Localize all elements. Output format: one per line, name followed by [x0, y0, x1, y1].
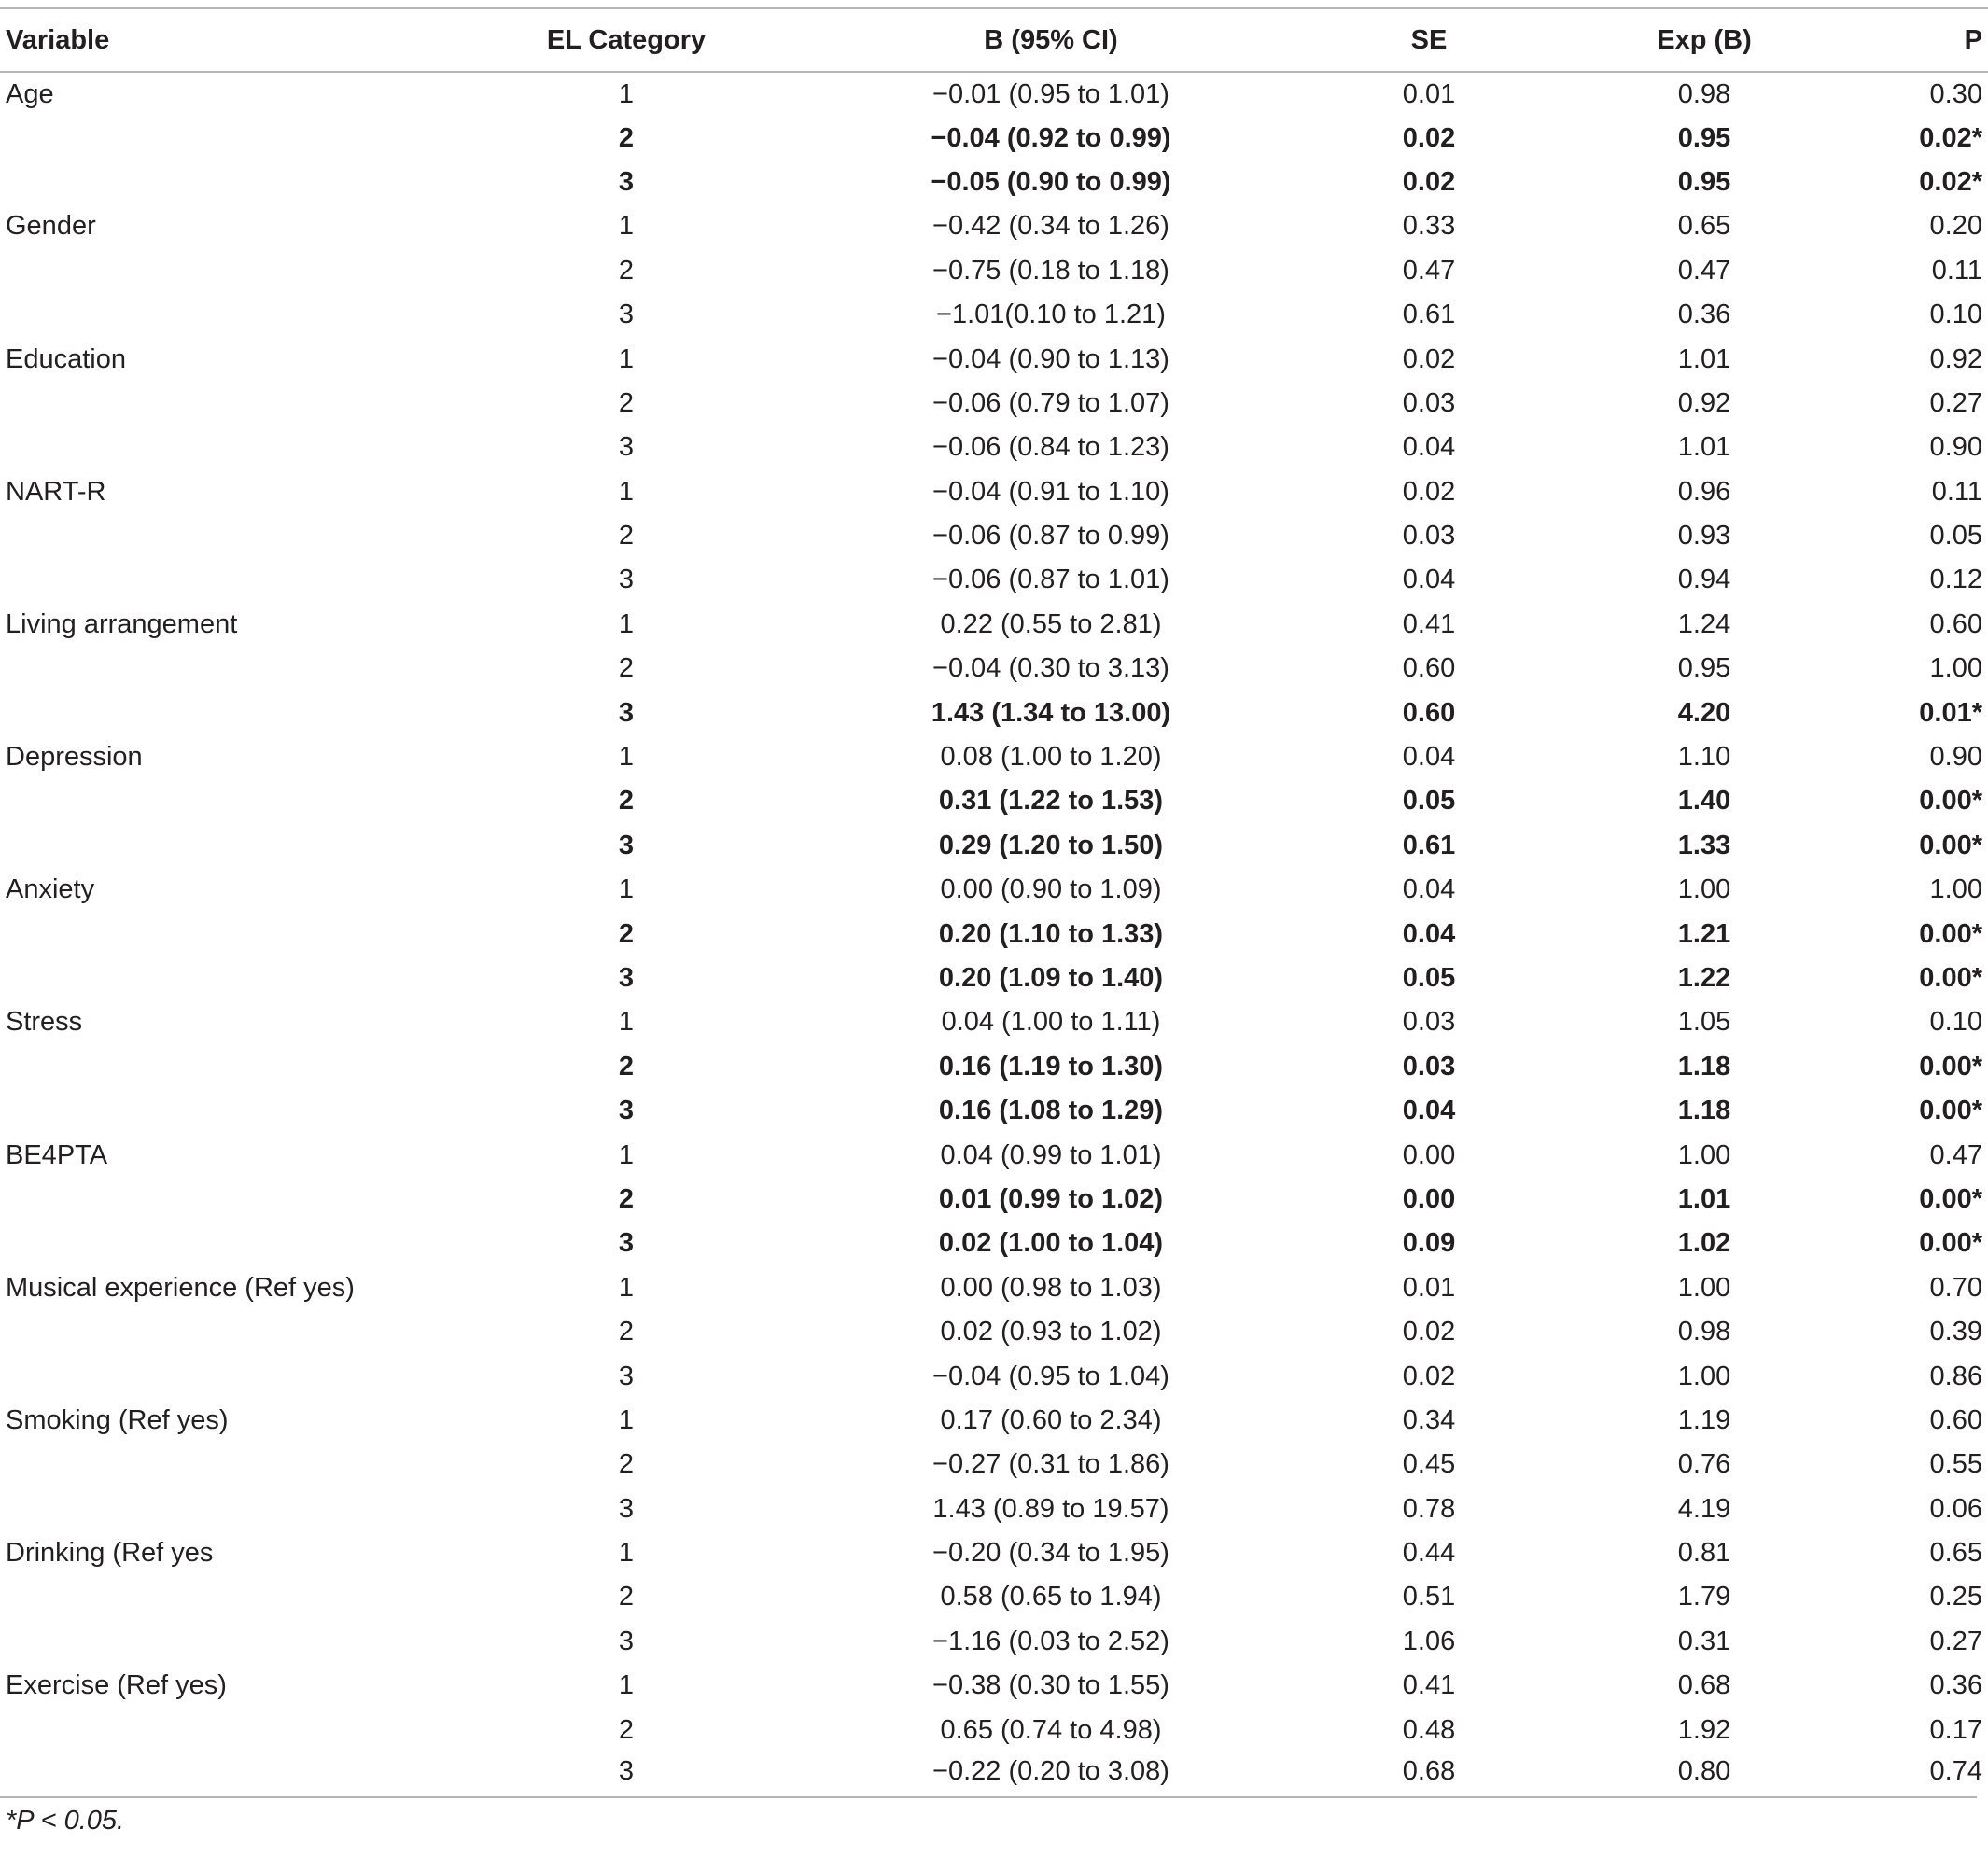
cell-el-category: 2 — [618, 918, 635, 949]
cell-se: 0.00 — [1402, 1139, 1456, 1170]
cell-variable — [0, 1310, 454, 1354]
cell-se: 0.34 — [1402, 1404, 1456, 1435]
cell-b-ci: 0.22 (0.55 to 2.81) — [940, 608, 1162, 639]
cell-el-category: 2 — [618, 1051, 635, 1082]
cell-variable — [0, 1089, 454, 1133]
cell-variable — [0, 647, 454, 691]
cell-el-category: 3 — [618, 1228, 635, 1259]
cell-variable: Education — [6, 343, 126, 374]
cell-exp-b: 1.10 — [1677, 742, 1731, 773]
cell-se: 0.41 — [1402, 608, 1456, 639]
cell-p-value: 0.55 — [1929, 1449, 1982, 1480]
cell-el-category: 1 — [618, 78, 635, 109]
cell-variable — [0, 426, 454, 469]
cell-b-ci: −0.05 (0.90 to 0.99) — [931, 166, 1171, 197]
cell-p-value: 0.30 — [1929, 78, 1982, 109]
table-row — [0, 1708, 1988, 1752]
table-row — [0, 558, 1988, 602]
cell-exp-b: 1.00 — [1677, 1139, 1731, 1170]
cell-variable: BE4PTA — [6, 1139, 108, 1170]
cell-exp-b: 1.01 — [1677, 343, 1731, 374]
cell-exp-b: 0.68 — [1677, 1670, 1731, 1701]
cell-p-value: 0.02* — [1919, 122, 1982, 153]
cell-b-ci: 0.00 (0.98 to 1.03) — [940, 1272, 1162, 1303]
cell-variable — [0, 1487, 454, 1531]
table-row — [0, 337, 1988, 381]
cell-exp-b: 1.01 — [1677, 432, 1731, 463]
cell-b-ci: −0.27 (0.31 to 1.86) — [932, 1449, 1169, 1480]
cell-exp-b: 1.18 — [1677, 1096, 1731, 1126]
cell-el-category: 1 — [618, 1007, 635, 1038]
cell-p-value: 0.70 — [1929, 1272, 1982, 1303]
table-row — [0, 1310, 1988, 1354]
cell-se: 0.51 — [1402, 1582, 1456, 1613]
cell-variable — [0, 116, 454, 160]
cell-se: 0.60 — [1402, 697, 1456, 728]
table-row — [0, 1178, 1988, 1222]
cell-el-category: 1 — [618, 1538, 635, 1569]
cell-el-category: 2 — [618, 1582, 635, 1613]
cell-b-ci: 0.02 (0.93 to 1.02) — [940, 1317, 1162, 1347]
cell-se: 0.05 — [1402, 786, 1456, 817]
cell-el-category: 2 — [618, 1714, 635, 1745]
cell-p-value: 0.17 — [1929, 1714, 1982, 1745]
header-el-category: EL Category — [454, 8, 799, 72]
cell-se: 0.03 — [1402, 521, 1456, 552]
cell-el-category: 3 — [618, 830, 635, 860]
cell-el-category: 3 — [618, 432, 635, 463]
cell-b-ci: 0.04 (0.99 to 1.01) — [940, 1139, 1162, 1170]
cell-exp-b: 0.92 — [1677, 387, 1731, 418]
cell-exp-b: 1.24 — [1677, 608, 1731, 639]
cell-b-ci: 0.29 (1.20 to 1.50) — [938, 830, 1164, 860]
cell-el-category: 2 — [618, 255, 635, 286]
cell-b-ci: 0.00 (0.90 to 1.09) — [940, 874, 1162, 905]
cell-b-ci: 0.01 (0.99 to 1.02) — [938, 1183, 1164, 1214]
cell-exp-b: 0.81 — [1677, 1538, 1731, 1569]
cell-p-value: 1.00 — [1929, 653, 1982, 684]
cell-variable — [0, 1443, 454, 1487]
cell-exp-b: 0.76 — [1677, 1449, 1731, 1480]
cell-el-category: 2 — [618, 1183, 635, 1214]
table-row — [0, 779, 1988, 823]
cell-el-category: 3 — [618, 1626, 635, 1656]
table-footnote: *P < 0.05. — [6, 1806, 125, 1836]
cell-el-category: 2 — [618, 387, 635, 418]
cell-exp-b: 1.00 — [1677, 1361, 1731, 1391]
cell-se: 0.48 — [1402, 1714, 1456, 1745]
cell-variable — [0, 161, 454, 204]
cell-variable: Depression — [6, 742, 143, 773]
cell-b-ci: 0.58 (0.65 to 1.94) — [940, 1582, 1162, 1613]
table-row — [0, 912, 1988, 956]
cell-b-ci: −1.16 (0.03 to 2.52) — [932, 1626, 1169, 1656]
cell-exp-b: 1.05 — [1677, 1007, 1731, 1038]
cell-exp-b: 1.00 — [1677, 1272, 1731, 1303]
cell-se: 0.41 — [1402, 1670, 1456, 1701]
header-b-ci: B (95% CI) — [799, 8, 1303, 72]
cell-p-value: 0.05 — [1929, 521, 1982, 552]
cell-b-ci: 0.04 (1.00 to 1.11) — [941, 1007, 1161, 1038]
cell-exp-b: 1.22 — [1677, 963, 1731, 993]
cell-el-category: 3 — [618, 166, 635, 197]
cell-b-ci: −0.04 (0.90 to 1.13) — [932, 343, 1169, 374]
cell-exp-b: 0.65 — [1677, 211, 1731, 242]
table-row — [0, 470, 1988, 514]
table-row — [0, 1222, 1988, 1265]
cell-b-ci: −0.42 (0.34 to 1.26) — [932, 211, 1169, 242]
cell-variable: Stress — [6, 1007, 83, 1038]
cell-p-value: 0.65 — [1929, 1538, 1982, 1569]
cell-exp-b: 0.95 — [1677, 166, 1731, 197]
table-row — [0, 1399, 1988, 1443]
table-row — [0, 1575, 1988, 1619]
cell-p-value: 1.00 — [1929, 874, 1982, 905]
cell-se: 0.78 — [1402, 1493, 1456, 1524]
cell-el-category: 3 — [618, 300, 635, 330]
cell-b-ci: 0.17 (0.60 to 2.34) — [940, 1404, 1162, 1435]
cell-se: 0.05 — [1402, 963, 1456, 993]
cell-se: 0.01 — [1402, 1272, 1456, 1303]
cell-el-category: 1 — [618, 874, 635, 905]
table-row — [0, 868, 1988, 912]
cell-se: 0.02 — [1402, 476, 1456, 507]
table-row — [0, 1000, 1988, 1044]
cell-se: 0.33 — [1402, 211, 1456, 242]
cell-se: 0.45 — [1402, 1449, 1456, 1480]
cell-b-ci: 0.20 (1.09 to 1.40) — [938, 963, 1164, 993]
header-exp-b: Exp (B) — [1555, 8, 1854, 72]
cell-variable — [0, 1708, 454, 1752]
cell-se: 0.47 — [1402, 255, 1456, 286]
cell-se: 0.04 — [1402, 918, 1456, 949]
cell-b-ci: 1.43 (0.89 to 19.57) — [932, 1493, 1169, 1524]
cell-exp-b: 1.01 — [1677, 1183, 1731, 1214]
cell-exp-b: 4.20 — [1677, 697, 1731, 728]
cell-p-value: 0.90 — [1929, 432, 1982, 463]
cell-variable: Musical experience (Ref yes) — [6, 1272, 355, 1303]
cell-b-ci: −0.20 (0.34 to 1.95) — [932, 1538, 1169, 1569]
cell-se: 0.03 — [1402, 1051, 1456, 1082]
cell-exp-b: 1.19 — [1677, 1404, 1731, 1435]
cell-p-value: 0.00* — [1919, 918, 1982, 949]
cell-se: 0.04 — [1402, 432, 1456, 463]
table-row — [0, 1531, 1988, 1575]
cell-variable — [0, 691, 454, 734]
cell-p-value: 0.00* — [1919, 786, 1982, 817]
cell-b-ci: 0.65 (0.74 to 4.98) — [940, 1714, 1162, 1745]
cell-p-value: 0.60 — [1929, 608, 1982, 639]
cell-p-value: 0.36 — [1929, 1670, 1982, 1701]
cell-p-value: 0.11 — [1931, 476, 1982, 507]
cell-variable: Living arrangement — [6, 608, 238, 639]
cell-se: 0.03 — [1402, 387, 1456, 418]
cell-se: 0.00 — [1402, 1183, 1456, 1214]
cell-p-value: 0.60 — [1929, 1404, 1982, 1435]
cell-p-value: 0.47 — [1929, 1139, 1982, 1170]
cell-b-ci: −0.04 (0.95 to 1.04) — [932, 1361, 1169, 1391]
cell-se: 0.02 — [1402, 1317, 1456, 1347]
cell-exp-b: 1.92 — [1677, 1714, 1731, 1745]
table-row — [0, 691, 1988, 734]
cell-exp-b: 0.98 — [1677, 1317, 1731, 1347]
cell-se: 0.02 — [1402, 343, 1456, 374]
table-row — [0, 514, 1988, 558]
cell-el-category: 1 — [618, 211, 635, 242]
cell-p-value: 0.92 — [1929, 343, 1982, 374]
table-row — [0, 161, 1988, 204]
cell-p-value: 0.10 — [1929, 300, 1982, 330]
cell-variable: Exercise (Ref yes) — [6, 1670, 227, 1701]
table-row — [0, 426, 1988, 469]
table-bottom-rule — [0, 1796, 1977, 1798]
table-row — [0, 249, 1988, 293]
cell-p-value: 0.20 — [1929, 211, 1982, 242]
cell-el-category: 3 — [618, 1493, 635, 1524]
table-row — [0, 647, 1988, 691]
table-row — [0, 1443, 1988, 1487]
table-row — [0, 1266, 1988, 1310]
regression-table — [0, 7, 1988, 1796]
cell-p-value: 0.00* — [1919, 963, 1982, 993]
table-row — [0, 72, 1988, 116]
cell-se: 0.09 — [1402, 1228, 1456, 1259]
cell-p-value: 0.00* — [1919, 1228, 1982, 1259]
cell-el-category: 2 — [618, 786, 635, 817]
cell-p-value: 0.86 — [1929, 1361, 1982, 1391]
cell-el-category: 2 — [618, 653, 635, 684]
cell-exp-b: 4.19 — [1677, 1493, 1731, 1524]
cell-el-category: 3 — [618, 1756, 635, 1787]
cell-p-value: 0.00* — [1919, 1096, 1982, 1126]
cell-exp-b: 0.95 — [1677, 653, 1731, 684]
cell-b-ci: 0.31 (1.22 to 1.53) — [938, 786, 1164, 817]
cell-se: 0.02 — [1402, 1361, 1456, 1391]
cell-el-category: 3 — [618, 1361, 635, 1391]
cell-se: 0.44 — [1402, 1538, 1456, 1569]
cell-variable: Drinking (Ref yes — [6, 1538, 214, 1569]
cell-b-ci: 0.02 (1.00 to 1.04) — [938, 1228, 1164, 1259]
cell-variable — [0, 912, 454, 956]
cell-variable — [0, 382, 454, 426]
cell-el-category: 3 — [618, 963, 635, 993]
table-row — [0, 1045, 1988, 1089]
cell-exp-b: 1.21 — [1677, 918, 1731, 949]
cell-el-category: 1 — [618, 1139, 635, 1170]
cell-exp-b: 1.79 — [1677, 1582, 1731, 1613]
cell-se: 0.04 — [1402, 565, 1456, 595]
cell-el-category: 1 — [618, 343, 635, 374]
cell-p-value: 0.74 — [1929, 1756, 1982, 1787]
cell-b-ci: −0.06 (0.79 to 1.07) — [932, 387, 1169, 418]
cell-el-category: 2 — [618, 1449, 635, 1480]
cell-se: 0.68 — [1402, 1756, 1456, 1787]
table-row — [0, 293, 1988, 337]
cell-b-ci: −0.38 (0.30 to 1.55) — [932, 1670, 1169, 1701]
cell-variable — [0, 1620, 454, 1664]
cell-exp-b: 1.40 — [1677, 786, 1731, 817]
cell-b-ci: −0.06 (0.84 to 1.23) — [932, 432, 1169, 463]
cell-p-value: 0.12 — [1929, 565, 1982, 595]
cell-variable — [0, 1222, 454, 1265]
cell-p-value: 0.27 — [1929, 387, 1982, 418]
cell-p-value: 0.01* — [1919, 697, 1982, 728]
cell-p-value: 0.90 — [1929, 742, 1982, 773]
table-header — [0, 8, 1988, 72]
cell-el-category: 2 — [618, 1317, 635, 1347]
cell-p-value: 0.00* — [1919, 1051, 1982, 1082]
table-row — [0, 1487, 1988, 1531]
cell-b-ci: 0.08 (1.00 to 1.20) — [940, 742, 1162, 773]
cell-b-ci: 0.20 (1.10 to 1.33) — [938, 918, 1164, 949]
cell-el-category: 1 — [618, 608, 635, 639]
cell-p-value: 0.10 — [1929, 1007, 1982, 1038]
cell-exp-b: 0.98 — [1677, 78, 1731, 109]
cell-exp-b: 0.31 — [1677, 1626, 1731, 1656]
cell-exp-b: 0.93 — [1677, 521, 1731, 552]
cell-exp-b: 0.95 — [1677, 122, 1731, 153]
cell-p-value: 0.06 — [1929, 1493, 1982, 1524]
cell-b-ci: −0.04 (0.92 to 0.99) — [931, 122, 1171, 153]
table-row — [0, 735, 1988, 779]
cell-el-category: 1 — [618, 1272, 635, 1303]
header-p: P — [1854, 8, 1988, 72]
table-row — [0, 116, 1988, 160]
cell-variable — [0, 1575, 454, 1619]
table-row — [0, 824, 1988, 868]
cell-exp-b: 0.36 — [1677, 300, 1731, 330]
cell-el-category: 1 — [618, 742, 635, 773]
cell-p-value: 0.39 — [1929, 1317, 1982, 1347]
table-row — [0, 1752, 1988, 1796]
cell-exp-b: 0.94 — [1677, 565, 1731, 595]
table-body — [0, 72, 1988, 1796]
cell-se: 0.03 — [1402, 1007, 1456, 1038]
cell-variable — [0, 1354, 454, 1398]
cell-variable — [0, 514, 454, 558]
cell-variable — [0, 293, 454, 337]
cell-exp-b: 1.00 — [1677, 874, 1731, 905]
cell-b-ci: −0.04 (0.91 to 1.10) — [932, 476, 1169, 507]
cell-p-value: 0.02* — [1919, 166, 1982, 197]
cell-variable — [0, 824, 454, 868]
cell-variable — [0, 249, 454, 293]
cell-variable: Anxiety — [6, 874, 95, 905]
header-se: SE — [1303, 8, 1555, 72]
header-row — [0, 8, 1988, 72]
cell-b-ci: −0.01 (0.95 to 1.01) — [932, 78, 1169, 109]
cell-se: 0.04 — [1402, 874, 1456, 905]
cell-variable — [0, 1752, 454, 1796]
cell-b-ci: −0.06 (0.87 to 1.01) — [932, 565, 1169, 595]
cell-b-ci: −0.06 (0.87 to 0.99) — [932, 521, 1169, 552]
cell-b-ci: −0.04 (0.30 to 3.13) — [932, 653, 1169, 684]
cell-se: 0.01 — [1402, 78, 1456, 109]
cell-el-category: 1 — [618, 1670, 635, 1701]
cell-el-category: 1 — [618, 1404, 635, 1435]
cell-b-ci: −0.22 (0.20 to 3.08) — [932, 1756, 1169, 1787]
cell-variable — [0, 1045, 454, 1089]
cell-p-value: 0.27 — [1929, 1626, 1982, 1656]
cell-variable: Smoking (Ref yes) — [6, 1404, 229, 1435]
cell-variable — [0, 956, 454, 1000]
table-row — [0, 1089, 1988, 1133]
cell-el-category: 3 — [618, 1096, 635, 1126]
cell-variable: Age — [6, 78, 54, 109]
cell-variable — [0, 1178, 454, 1222]
cell-se: 1.06 — [1402, 1626, 1456, 1656]
cell-p-value: 0.00* — [1919, 1183, 1982, 1214]
cell-variable — [0, 779, 454, 823]
cell-b-ci: −0.75 (0.18 to 1.18) — [932, 255, 1169, 286]
cell-variable: Gender — [6, 211, 96, 242]
cell-variable — [0, 558, 454, 602]
cell-exp-b: 1.18 — [1677, 1051, 1731, 1082]
cell-exp-b: 0.47 — [1677, 255, 1731, 286]
cell-se: 0.02 — [1402, 166, 1456, 197]
table-row — [0, 1354, 1988, 1398]
cell-se: 0.61 — [1402, 300, 1456, 330]
table-row — [0, 603, 1988, 647]
header-variable: Variable — [0, 8, 454, 72]
cell-el-category: 3 — [618, 565, 635, 595]
cell-p-value: 0.00* — [1919, 830, 1982, 860]
cell-exp-b: 0.80 — [1677, 1756, 1731, 1787]
cell-exp-b: 1.33 — [1677, 830, 1731, 860]
cell-se: 0.04 — [1402, 742, 1456, 773]
table-row — [0, 1620, 1988, 1664]
table-row — [0, 956, 1988, 1000]
cell-exp-b: 1.02 — [1677, 1228, 1731, 1259]
cell-se: 0.61 — [1402, 830, 1456, 860]
cell-b-ci: −1.01(0.10 to 1.21) — [936, 300, 1166, 330]
cell-el-category: 3 — [618, 697, 635, 728]
cell-variable: NART-R — [6, 476, 106, 507]
cell-el-category: 2 — [618, 122, 635, 153]
table-row — [0, 382, 1988, 426]
cell-p-value: 0.25 — [1929, 1582, 1982, 1613]
cell-b-ci: 0.16 (1.19 to 1.30) — [938, 1051, 1164, 1082]
cell-p-value: 0.11 — [1931, 255, 1982, 286]
cell-b-ci: 1.43 (1.34 to 13.00) — [931, 697, 1171, 728]
table-row — [0, 1664, 1988, 1708]
cell-el-category: 2 — [618, 521, 635, 552]
cell-se: 0.04 — [1402, 1096, 1456, 1126]
table-row — [0, 204, 1988, 248]
table-row — [0, 1133, 1988, 1177]
cell-exp-b: 0.96 — [1677, 476, 1731, 507]
cell-el-category: 1 — [618, 476, 635, 507]
cell-b-ci: 0.16 (1.08 to 1.29) — [938, 1096, 1164, 1126]
cell-se: 0.02 — [1402, 122, 1456, 153]
cell-se: 0.60 — [1402, 653, 1456, 684]
